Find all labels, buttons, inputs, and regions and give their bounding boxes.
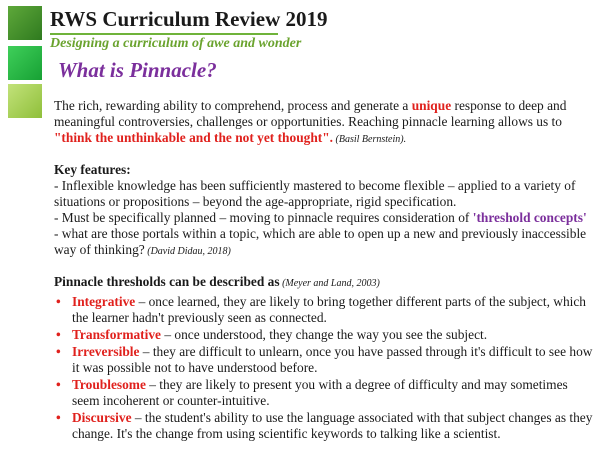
bullet-icon: •	[56, 327, 61, 342]
key-features-section	[54, 162, 594, 260]
page-subtitle: Designing a curriculum of awe and wonder	[50, 36, 302, 51]
intro-emphasis-unique: unique	[411, 98, 452, 113]
list-item	[54, 294, 594, 326]
threshold-description: – once understood, they change the way you see the subject.	[161, 327, 488, 342]
bullet-icon: •	[56, 294, 61, 309]
key-feature-2-text-b: - what are those portals within a topic, which are able to open up a new and previously inaccessible way of thinking?	[54, 226, 587, 257]
intro-paragraph	[54, 98, 594, 148]
list-item	[54, 410, 594, 442]
key-feature-2-text-a: - Must be specifically planned – moving to pinnacle requires consideration of	[54, 210, 473, 225]
section-heading: What is Pinnacle?	[58, 58, 217, 82]
threshold-concepts-term: 'threshold concepts'	[472, 210, 587, 225]
list-item	[54, 327, 594, 343]
bullet-icon: •	[56, 344, 61, 359]
decor-square-dark-green	[8, 6, 42, 40]
thresholds-heading-line	[54, 274, 594, 292]
key-feature-citation: (David Didau, 2018)	[144, 246, 231, 257]
title-underline	[50, 33, 278, 35]
document-body	[54, 98, 594, 443]
decor-square-green	[8, 46, 42, 80]
threshold-description: – they are difficult to unlearn, once you have passed through it's difficult to see how it was possible not to have understood before.	[72, 344, 593, 375]
threshold-description: – the student's ability to use the language associated with that subject changes as they change. It's the change from using scientific keywords to talking like a scientist.	[72, 410, 593, 441]
intro-text-1: The rich, rewarding ability to comprehend, process and generate a	[54, 98, 412, 113]
list-item	[54, 344, 594, 376]
threshold-term: Troublesome	[72, 377, 146, 392]
threshold-term: Integrative	[72, 294, 136, 309]
threshold-description: – once learned, they are likely to bring together different parts of the subject, which the learner hadn't previously seen as connected.	[72, 294, 587, 325]
key-feature-2	[54, 210, 594, 260]
list-item	[54, 377, 594, 409]
thresholds-list	[54, 294, 594, 442]
intro-citation: (Basil Bernstein).	[333, 134, 407, 145]
decor-square-light-green	[8, 84, 42, 118]
threshold-term: Discursive	[72, 410, 132, 425]
key-features-heading: Key features:	[54, 162, 131, 177]
threshold-term: Transformative	[72, 327, 161, 342]
threshold-description: – they are likely to present you with a degree of difficulty and may sometimes seem incoherent or counter-intuitive.	[72, 377, 568, 408]
bullet-icon: •	[56, 377, 61, 392]
thresholds-heading: Pinnacle thresholds can be described as	[54, 274, 280, 289]
thresholds-section	[54, 274, 594, 442]
page-title: RWS Curriculum Review 2019	[50, 7, 328, 31]
thresholds-citation: (Meyer and Land, 2003)	[279, 278, 380, 289]
intro-text-2: response to deep and meaningful controversies, challenges or opportunities. Reaching pinnacle learning allows us to	[54, 98, 567, 129]
intro-quote: "think the unthinkable and the not yet thought".	[54, 130, 334, 145]
bullet-icon: •	[56, 410, 61, 425]
threshold-term: Irreversible	[72, 344, 140, 359]
key-feature-1: - Inflexible knowledge has been sufficiently mastered to become flexible – applied to a variety of situations or propositions – beyond the age-appropriate, rigid specification.	[54, 178, 576, 209]
